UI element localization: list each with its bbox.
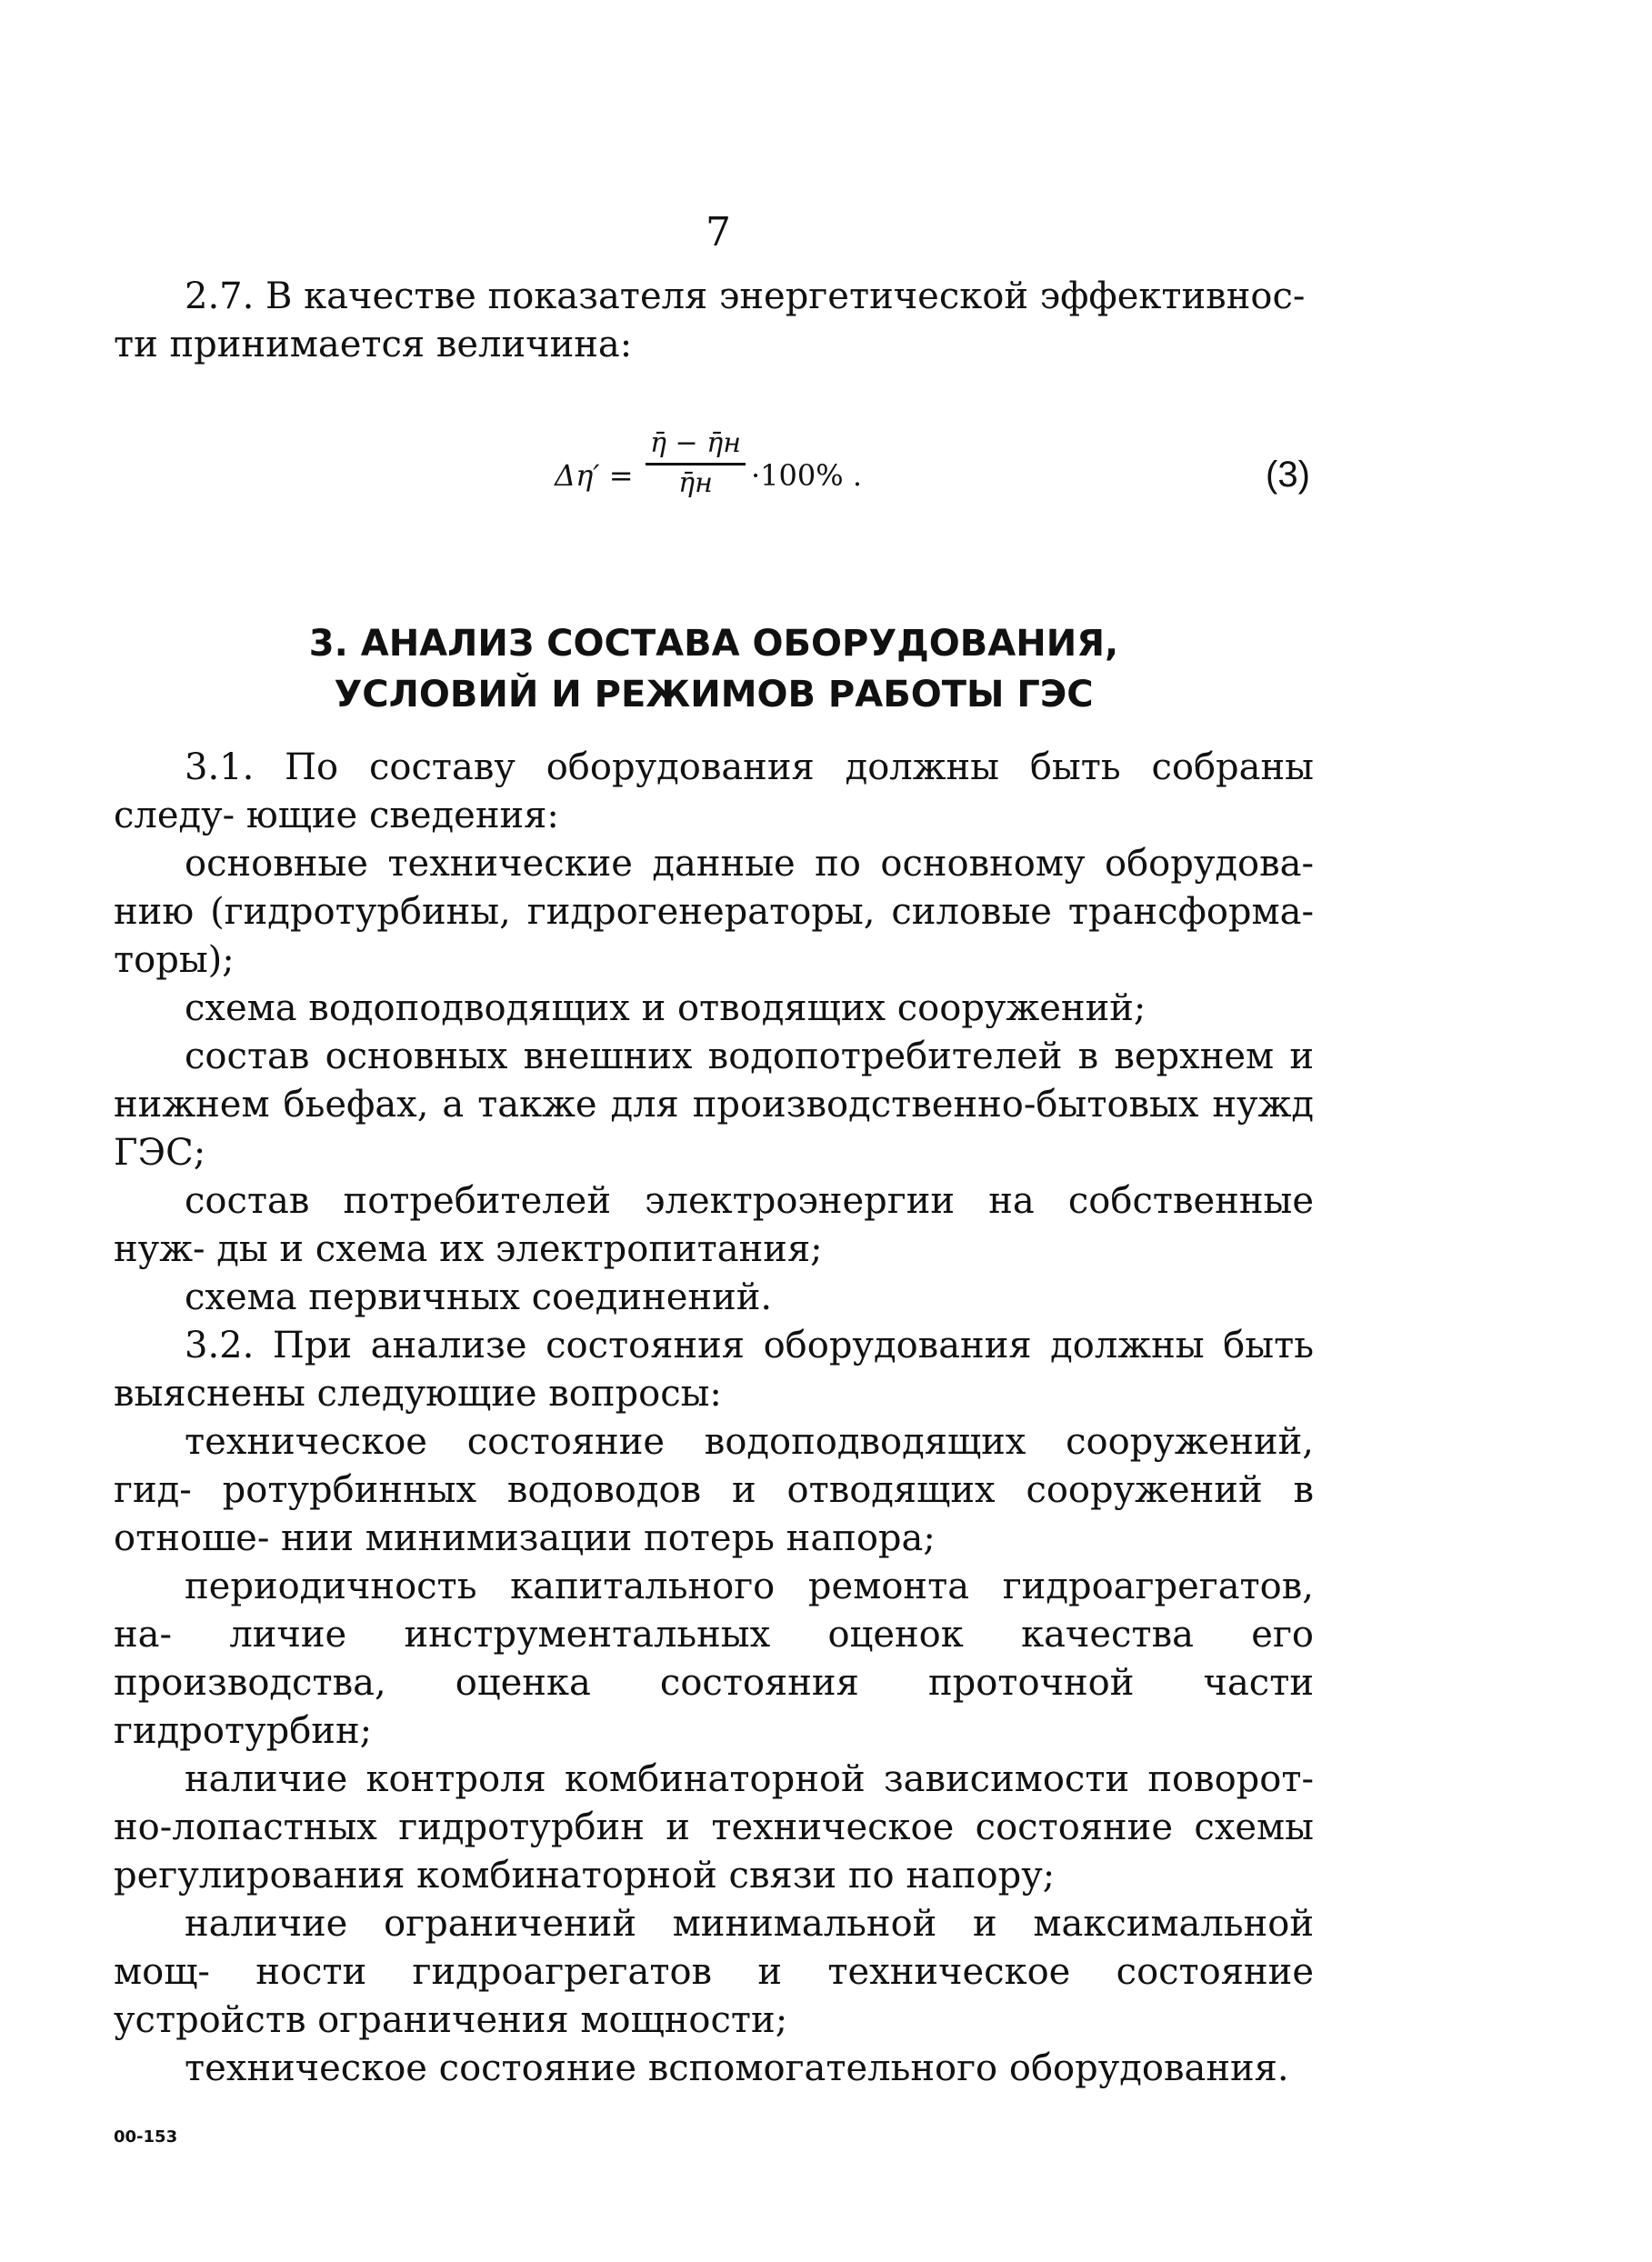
list-item: наличие контроля комбинаторной зависимости поворот- но-лопастных гидротурбин и техническое состояние схемы регулирования комбинаторной связи по напору; [114, 1758, 1314, 1897]
list-item: схема водоподводящих и отводящих сооружений; [185, 987, 1146, 1029]
section-title-line-1: 3. АНАЛИЗ СОСТАВА ОБОРУДОВАНИЯ, [308, 623, 1119, 665]
section-heading [114, 618, 1314, 720]
body-text [114, 744, 1314, 2093]
efficiency-formula [555, 427, 918, 545]
list-item: техническое состояние водоподводящих сооружений, гид- ротурбинных водоводов и отводящих сооружений в отноше- нии минимизации потерь напора; [114, 1421, 1314, 1559]
list-item: периодичность капитального ремонта гидроагрегатов, на- личие инструментальных оценок качества его производства, оценка состояния проточной части гидротурбин; [114, 1566, 1314, 1752]
list-item: состав основных внешних водопотребителей в верхнем и нижнем бьефах, а также для производственно-бытовых нужд ГЭС; [114, 1036, 1314, 1174]
formula-denominator: η̄н [678, 467, 713, 499]
paragraph-3-2: 3.2. При анализе состояния оборудования должны быть выяснены следующие вопросы: [114, 1325, 1314, 1415]
equation-number: (3) [1266, 455, 1310, 495]
document-code: 00-153 [114, 2127, 178, 2147]
list-item: состав потребителей электроэнергии на собственные нуж- ды и схема их электропитания; [114, 1180, 1314, 1270]
page-number: 7 [706, 209, 731, 255]
formula-fraction [646, 427, 746, 499]
intro-line-2: ти принимается величина: [114, 324, 633, 365]
section-title-line-2: УСЛОВИЙ И РЕЖИМОВ РАБОТЫ ГЭС [334, 674, 1094, 716]
list-item: основные технические данные по основному оборудова- нию (гидротурбины, гидрогенераторы, силовые трансформа- торы); [114, 843, 1314, 981]
list-item: наличие ограничений минимальной и максимальной мощ- ности гидроагрегатов и техническое состояние устройств ограничения мощности; [114, 1903, 1314, 2041]
formula-numerator: η̄ − η̄н [646, 427, 746, 465]
intro-line-1: 2.7. В качестве показателя энергетической эффективнос- [185, 275, 1306, 317]
formula-percent: ·100% . [751, 458, 862, 493]
intro-paragraph [114, 273, 1314, 369]
list-item: техническое состояние вспомогательного оборудования. [185, 2047, 1289, 2089]
formula-lhs: Δη′ = [555, 458, 634, 493]
list-item: схема первичных соединений. [185, 1276, 773, 1318]
paragraph-3-1: 3.1. По составу оборудования должны быть собраны следу- ющие сведения: [114, 746, 1314, 836]
